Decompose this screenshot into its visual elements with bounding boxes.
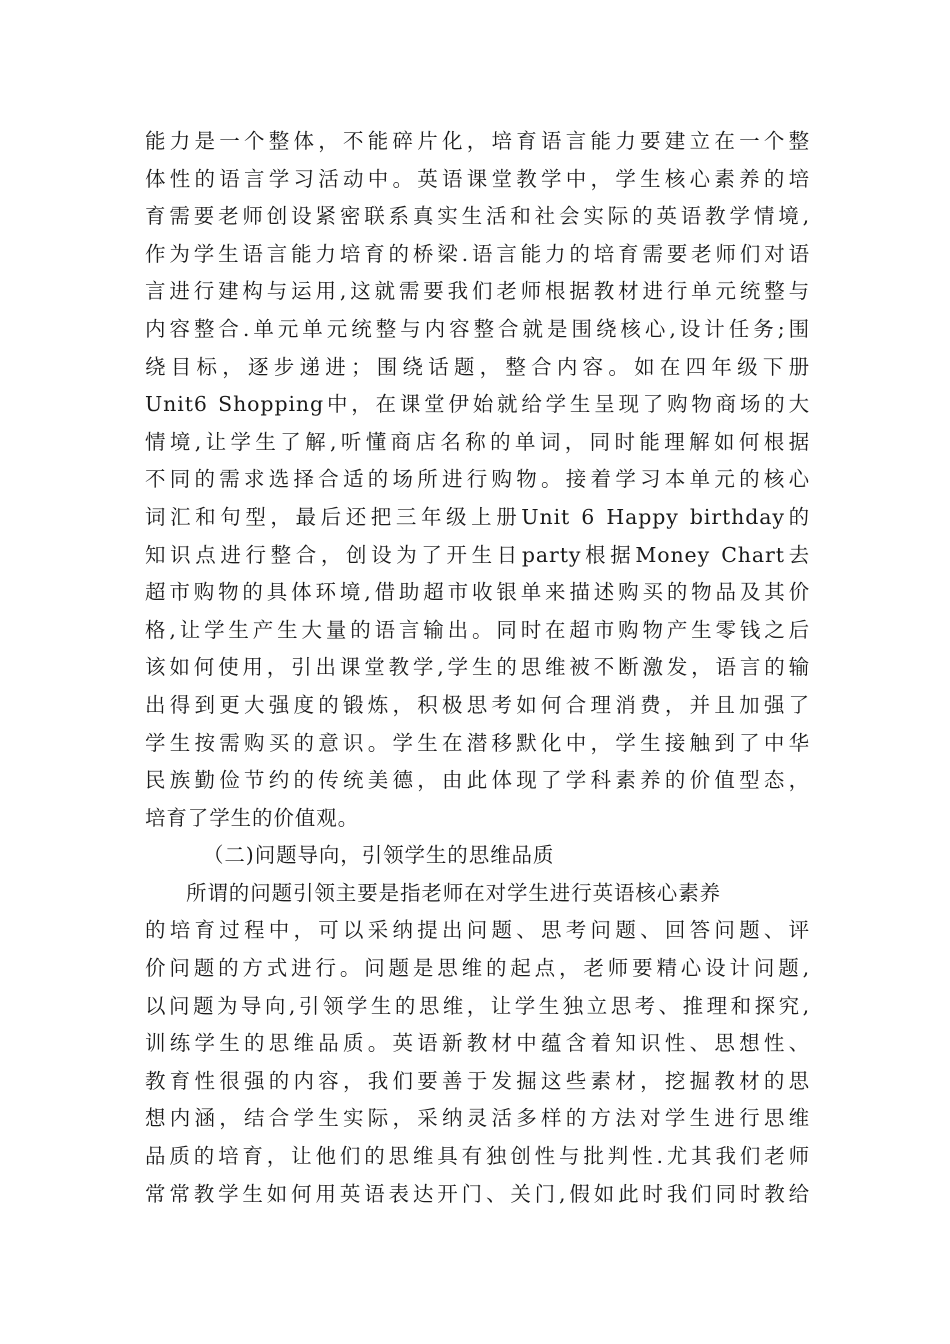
- text-line: 出得到更大强度的锻炼，积极思考如何合理消费，并且加强了: [145, 692, 810, 717]
- text-line: 绕目标，逐步递进；围绕话题，整合内容。如在四年级下册: [145, 354, 810, 379]
- paragraph-1: [145, 123, 810, 837]
- text-line: 民族勤俭节约的传统美德，由此体现了学科素养的价值型态，: [145, 768, 810, 793]
- text-line: 想内涵，结合学生实际，采纳灵活多样的方法对学生进行思维: [145, 1106, 810, 1131]
- text-line: 言进行建构与运用,这就需要我们老师根据教材进行单元统整与: [145, 279, 810, 304]
- text-line: 的培育过程中，可以采纳提出问题、思考问题、回答问题、评: [145, 918, 810, 943]
- paragraph-2: [145, 875, 810, 1213]
- text-line: 不同的需求选择合适的场所进行购物。接着学习本单元的核心: [145, 467, 810, 492]
- text-line-first: 所谓的问题引领主要是指老师在对学生进行英语核心素养: [186, 880, 721, 905]
- text-line: 内容整合.单元单元统整与内容整合就是围绕核心,设计任务;围: [145, 316, 810, 341]
- text-line: 词汇和句型，最后还把三年级上册Unit 6 Happy birthday的: [145, 504, 810, 529]
- text-line: 能力是一个整体，不能碎片化，培育语言能力要建立在一个整: [145, 129, 810, 153]
- text-line: 该如何使用，引出课堂教学,学生的思维被不断激发，语言的输: [145, 655, 810, 680]
- text-line: 教育性很强的内容，我们要善于发掘这些素材，挖掘教材的思: [145, 1068, 810, 1093]
- text-line: 品质的培育，让他们的思维具有独创性与批判性.尤其我们老师: [145, 1144, 810, 1169]
- text-line: 培育了学生的价值观。: [145, 805, 359, 830]
- text-line: 价问题的方式进行。问题是思维的起点，老师要精心设计问题,: [145, 956, 810, 981]
- text-line: 育需要老师创设紧密联系真实生活和社会实际的英语教学情境,: [145, 204, 810, 229]
- text-line: 常常教学生如何用英语表达开门、关门,假如此时我们同时教给: [145, 1181, 810, 1206]
- text-line: 学生按需购买的意识。学生在潜移默化中，学生接触到了中华: [145, 730, 810, 755]
- document-body: [145, 123, 810, 1213]
- text-line: 体性的语言学习活动中。英语课堂教学中，学生核心素养的培: [145, 166, 810, 191]
- section-heading: （二)问题导向，引领学生的思维品质: [203, 843, 555, 868]
- text-line: 超市购物的具体环境,借助超市收银单来描述购买的物品及其价: [145, 580, 810, 605]
- text-line: 训练学生的思维品质。英语新教材中蕴含着知识性、思想性、: [145, 1031, 810, 1056]
- text-line: 以问题为导向,引领学生的思维，让学生独立思考、推理和探究,: [145, 993, 810, 1018]
- text-line: 情境,让学生了解,听懂商店名称的单词，同时能理解如何根据: [145, 429, 810, 454]
- text-line: 作为学生语言能力培育的桥梁.语言能力的培育需要老师们对语: [145, 241, 810, 266]
- text-line: 格,让学生产生大量的语言输出。同时在超市购物产生零钱之后: [145, 617, 810, 642]
- text-line: Unit6 Shopping中，在课堂伊始就给学生呈现了购物商场的大: [145, 392, 810, 417]
- text-line: 知识点进行整合，创设为了开生日party根据Money Chart去: [145, 542, 810, 567]
